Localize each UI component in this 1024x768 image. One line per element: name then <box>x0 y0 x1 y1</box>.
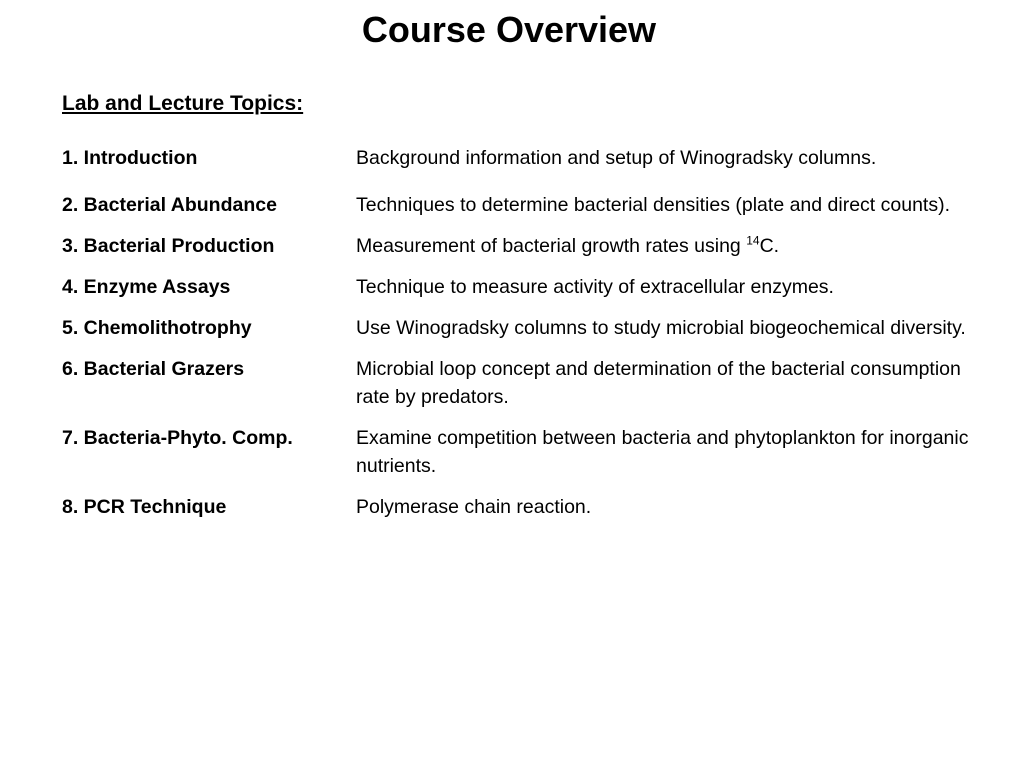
topic-description: Use Winogradsky columns to study microbial biogeochemical diversity. <box>356 317 966 339</box>
topic-description-text-end: C. <box>759 235 780 257</box>
topic-label: 2. Bacterial Abundance <box>62 194 277 216</box>
topic-row-bacterial-grazers <box>62 355 992 411</box>
topic-row-chemolithotrophy <box>62 314 992 342</box>
topic-row-pcr-technique <box>62 493 992 521</box>
topic-row-bacterial-production <box>62 232 992 260</box>
topic-label: 7. Bacteria-Phyto. Comp. <box>62 427 293 449</box>
topic-label: 6. Bacterial Grazers <box>62 358 245 380</box>
topic-description-text: Measurement of bacterial growth rates using <box>356 235 747 257</box>
topic-row-bacterial-abundance <box>62 191 992 219</box>
topic-description: Background information and setup of Winogradsky columns. <box>356 147 877 169</box>
topic-description: Microbial loop concept and determination of the bacterial consumption rate by predators. <box>356 358 961 408</box>
topic-row-introduction <box>62 144 992 172</box>
topic-list <box>62 144 992 534</box>
section-heading: Lab and Lecture Topics: <box>62 92 304 115</box>
topic-description: Technique to measure activity of extracellular enzymes. <box>356 276 834 298</box>
isotope-superscript: 14 <box>746 233 760 248</box>
topic-row-bacteria-phyto-comp <box>62 424 992 480</box>
topic-label: 4. Enzyme Assays <box>62 276 231 298</box>
topic-label: 8. PCR Technique <box>62 496 227 518</box>
topic-description: Examine competition between bacteria and phytoplankton for inorganic nutrients. <box>356 427 969 477</box>
topic-label: 1. Introduction <box>62 147 198 169</box>
topic-row-enzyme-assays <box>62 273 992 301</box>
topic-description: Techniques to determine bacterial densities (plate and direct counts). <box>356 194 950 216</box>
topic-description <box>356 232 986 260</box>
slide-title: Course Overview <box>361 9 657 50</box>
topic-label: 5. Chemolithotrophy <box>62 317 252 339</box>
topic-label: 3. Bacterial Production <box>62 235 275 257</box>
topic-description: Polymerase chain reaction. <box>356 496 592 518</box>
